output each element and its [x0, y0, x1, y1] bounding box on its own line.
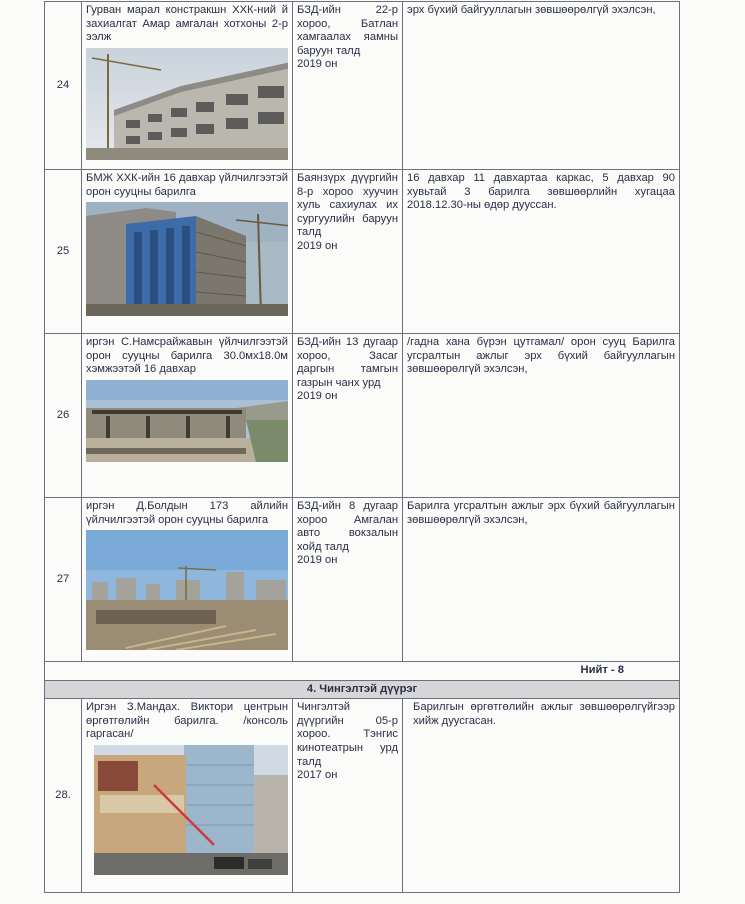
location-text: Чингэлтэй дүүргийн 05-р хороо. Тэнгис кинотеатрын урд талд: [297, 701, 398, 768]
building-photo: [86, 380, 288, 462]
year: 2019 он: [297, 554, 338, 567]
object-cell: [82, 498, 293, 662]
location-cell: [293, 498, 403, 662]
year: 2019 он: [297, 58, 338, 71]
total-label: Нийт - 8: [45, 662, 680, 681]
violations-table: [44, 1, 680, 893]
building-photo: [86, 202, 288, 316]
location-cell: [293, 334, 403, 498]
total-row: [45, 662, 680, 681]
object-cell: [82, 334, 293, 498]
row-number: 27: [45, 498, 82, 662]
row-number: 24: [45, 2, 82, 170]
object-cell: [82, 699, 293, 893]
status-cell: /гадна хана бүрэн цутгамал/ орон сууц Барилга угсралтын ажлыг эрх бүхий байгууллагын зөвшөөрөлгүй эхэлсэн,: [403, 334, 680, 498]
object-name: иргэн С.Намсрайжавын үйлчилгээтэй орон сууцны барилга 30.0мх18.0м хэмжээтэй 16 давхар: [86, 336, 288, 376]
object-cell: [82, 170, 293, 334]
row-number: 28.: [45, 699, 82, 893]
location-text: БЗД-ийн 22-р хороо, Батлан хамгаалах яамны баруун талд: [297, 4, 398, 57]
section-row: [45, 680, 680, 699]
object-name: иргэн Д.Болдын 173 айлийн үйлчилгээтэй орон сууцны барилга: [86, 500, 288, 526]
location-cell: [293, 699, 403, 893]
status-cell: 16 давхар 11 давхартаа каркас, 5 давхар 90 хувьтай 3 барилга зөвшөөрлийн хугацаа 2018.12.30-ны өдөр дууссан.: [403, 170, 680, 334]
table-row: [45, 498, 680, 662]
row-number: 26: [45, 334, 82, 498]
object-name: БМЖ ХХК-ийн 16 давхар үйлчилгээтэй орон сууцны барилга: [86, 172, 288, 198]
building-photo: [86, 530, 288, 650]
building-photo: [94, 745, 288, 875]
table-row: [45, 2, 680, 170]
status-cell: Барилгын өргөтгөлийн ажлыг зөвшөөрөлгүйгээр хийж дуусгасан.: [403, 699, 680, 893]
location-text: БЗД-ийн 8 дугаар хороо Амгалан авто вокзалын хойд талд: [297, 500, 398, 553]
table-row: [45, 170, 680, 334]
location-cell: [293, 2, 403, 170]
object-name: Иргэн З.Мандах. Виктори центрын өргөтгөлийн барилга. /консоль гаргасан/: [86, 701, 288, 741]
status-cell: Барилга угсралтын ажлыг эрх бүхий байгууллагын зөвшөөрөлгүй эхэлсэн,: [403, 498, 680, 662]
table-row: [45, 699, 680, 893]
year: 2017 он: [297, 769, 338, 782]
section-title: 4. Чингэлтэй дүүрэг: [45, 680, 680, 699]
location-text: БЗД-ийн 13 дугаар хороо, Засаг даргын тамгын газрын чанх урд: [297, 336, 398, 389]
location-cell: [293, 170, 403, 334]
object-cell: [82, 2, 293, 170]
table-row: [45, 334, 680, 498]
location-text: Баянзүрх дүүргийн 8-р хороо хуучин хуль сахиулах их сургуулийн баруун талд: [297, 172, 398, 239]
object-name: Гурван марал констракшн ХХК-ний й захиалгат Амар амгалан хотхоны 2-р ээлж: [86, 4, 288, 44]
row-number: 25: [45, 170, 82, 334]
year: 2019 он: [297, 390, 338, 403]
building-photo: [86, 48, 288, 160]
year: 2019 он: [297, 239, 338, 252]
status-cell: эрх бүхий байгууллагын зөвшөөрөлгүй эхэлсэн,: [403, 2, 680, 170]
